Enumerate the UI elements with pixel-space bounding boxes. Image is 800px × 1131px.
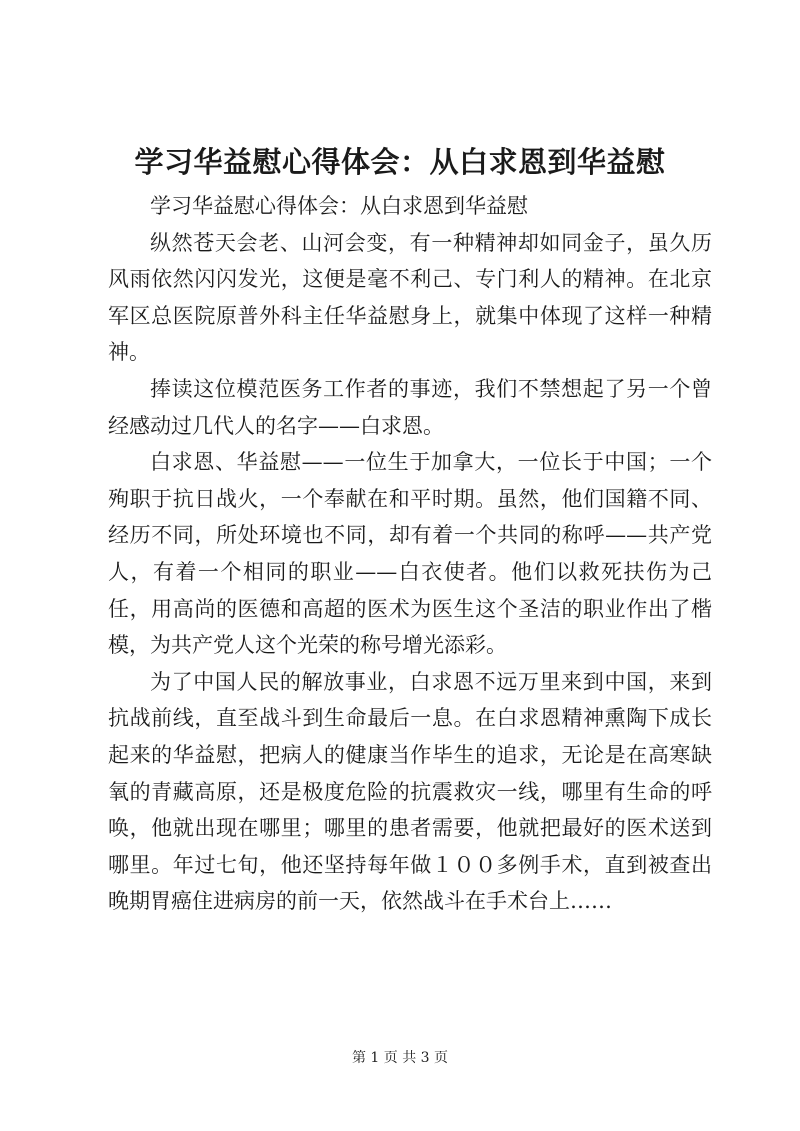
paragraph-comparison: 白求恩、华益慰——一位生于加拿大，一位长于中国；一个殉职于抗日战火，一个奉献在和平时期。虽然，他们国籍不同、经历不同，所处环境也不同，却有着一个共同的称呼——共产党人，有着一个相同的职业——白衣使者。他们以救死扶伤为己任，用高尚的医德和高超的医术为医生这个圣洁的职业作出了楷模，为共产党人这个光荣的称号增光添彩。 [108,450,712,658]
document-title: 学习华益慰心得体会：从白求恩到华益慰 [134,145,666,179]
document-body [108,188,712,920]
paragraph-spirit: 纵然苍天会老、山河会变，有一种精神却如同金子，虽久历风雨依然闪闪发光，这便是毫不利己、专门利人的精神。在北京军区总医院原普外科主任华益慰身上，就集中体现了这样一种精神。 [108,230,712,365]
paragraph-bethune-intro: 捧读这位模范医务工作者的事迹，我们不禁想起了另一个曾经感动过几代人的名字——白求恩。 [108,376,712,438]
page-footer: 第 1 页 共 3 页 [351,1050,449,1066]
paragraph-dedication: 为了中国人民的解放事业，白求恩不远万里来到中国，来到抗战前线，直至战斗到生命最后一息。在白求恩精神熏陶下成长起来的华益慰，把病人的健康当作毕生的追求，无论是在高寒缺氧的青藏高原，还是极度危险的抗震救灾一线，哪里有生命的呼唤，他就出现在哪里；哪里的患者需要，他就把最好的医术送到哪里。年过七旬，他还坚持每年做１００多例手术，直到被查出晚期胃癌住进病房的前一天，依然战斗在手术台上…… [108,669,712,914]
paragraph-subtitle: 学习华益慰心得体会：从白求恩到华益慰 [150,194,528,218]
